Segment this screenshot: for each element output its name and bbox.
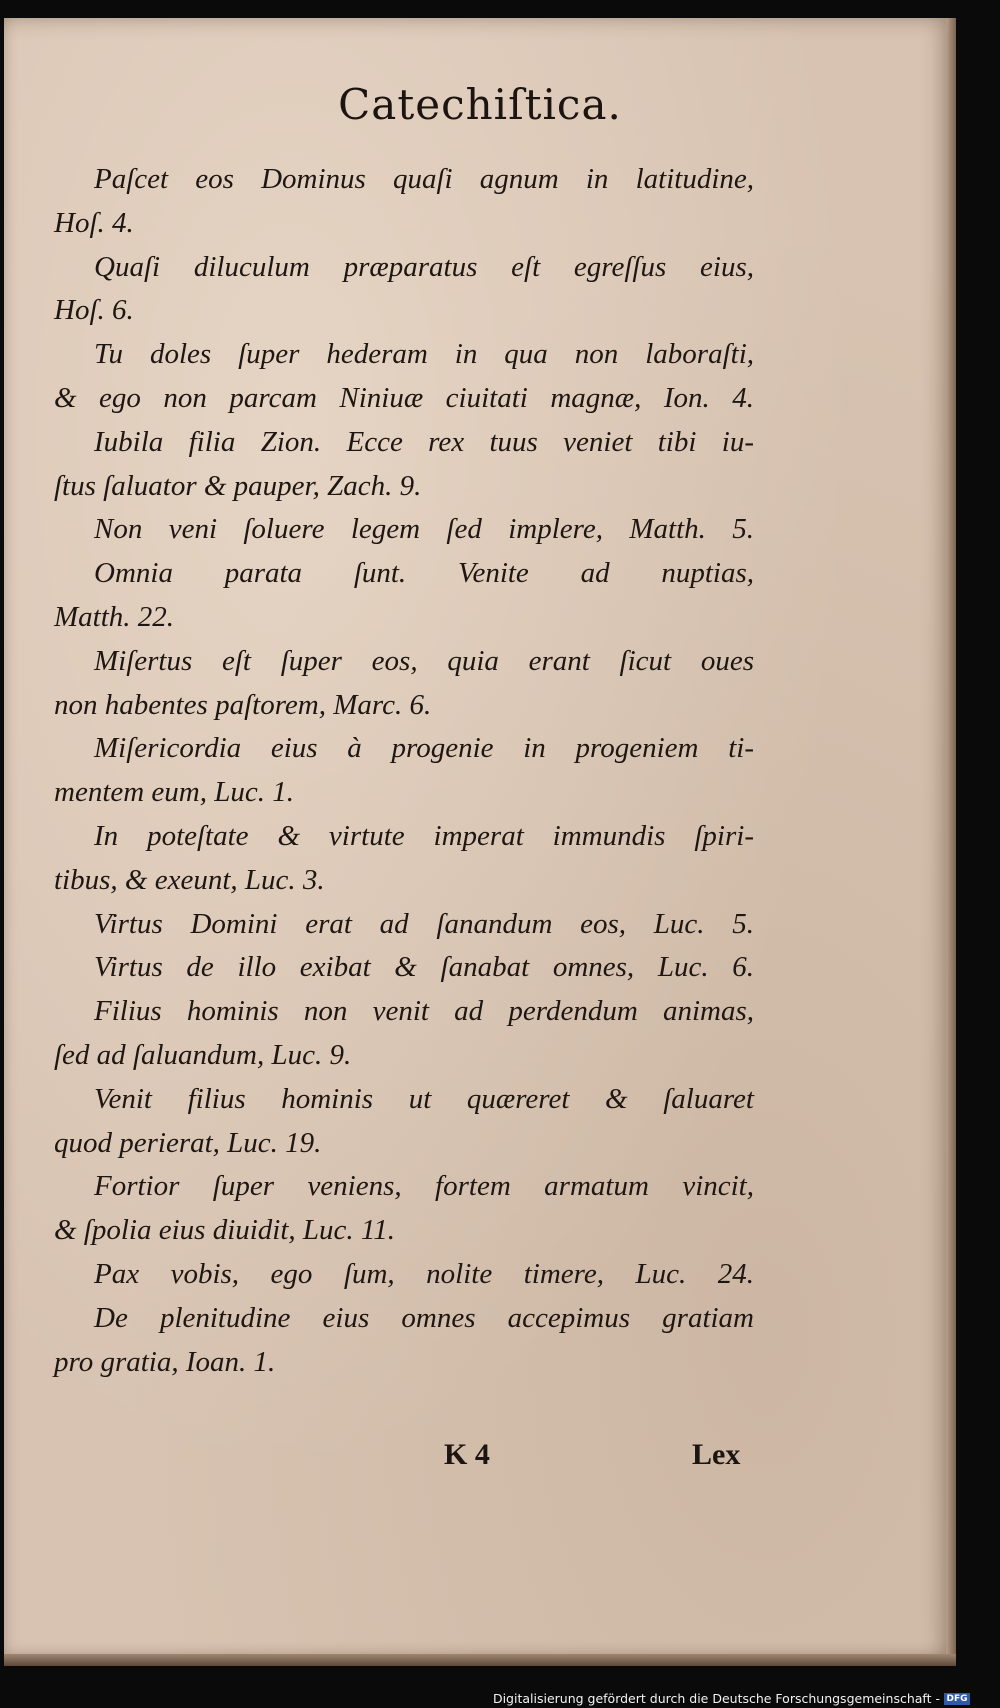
text-line: mentem eum, Luc. 1. (54, 776, 295, 809)
text-line: quod perierat, Luc. 19. (54, 1126, 322, 1159)
text-line: Miſericordia eius à progenie in progeniem ti- (94, 732, 754, 765)
text-line: Omnia parata ſunt. Venite ad nuptias, (94, 557, 754, 590)
text-line: Filius hominis non venit ad perdendum animas, (94, 995, 754, 1028)
book-page (4, 18, 956, 1666)
text-line: Iubila filia Zion. Ecce rex tuus veniet tibi iu- (94, 425, 754, 458)
text-line: tibus, & exeunt, Luc. 3. (54, 863, 325, 896)
text-line: De plenitudine eius omnes accepimus gratiam (94, 1301, 754, 1334)
text-line: Hoſ. 6. (54, 294, 134, 327)
text-line: Venit filius hominis ut quæreret & ſaluaret (94, 1082, 754, 1115)
text-line: Virtus Domini erat ad ſanandum eos, Luc. 5. (94, 907, 754, 940)
text-line: Tu doles ſuper hederam in qua non laboraſti, (94, 338, 754, 371)
text-line: Hoſ. 4. (54, 206, 134, 239)
credit-text: Digitalisierung gefördert durch die Deutsche Forschungsgemeinschaft - (492, 1691, 940, 1706)
dfg-logo-icon: DFG (944, 1693, 970, 1705)
text-line: Virtus de illo exibat & ſanabat omnes, Luc. 6. (94, 951, 754, 984)
text-line: pro gratia, Ioan. 1. (54, 1345, 276, 1378)
text-line: Pax vobis, ego ſum, nolite timere, Luc. 24. (94, 1257, 754, 1290)
text-line: In poteſtate & virtute imperat immundis ſpiri- (94, 819, 754, 852)
digitization-credit (493, 1691, 970, 1706)
text-line: ſtus ſaluator & pauper, Zach. 9. (54, 469, 422, 502)
page-bottom-edge (4, 1654, 956, 1666)
text-line: Paſcet eos Dominus quaſi agnum in latitudine, (94, 163, 754, 195)
text-line: Quaſi diluculum præparatus eſt egreſſus eius, (94, 250, 754, 283)
text-line: & ſpolia eius diuidit, Luc. 11. (54, 1214, 396, 1247)
page-edge-shadow (946, 18, 956, 1666)
text-block (54, 158, 754, 1384)
text-line: ſed ad ſaluandum, Luc. 9. (54, 1038, 352, 1071)
catchword: Lex (692, 1438, 741, 1471)
running-head: Catechiſtica. (338, 80, 622, 129)
text-line: Matth. 22. (54, 600, 175, 633)
text-line: Fortior ſuper veniens, fortem armatum vincit, (94, 1170, 754, 1203)
page-footer (4, 1438, 956, 1478)
text-line: Non veni ſoluere legem ſed implere, Matth. 5. (94, 513, 754, 546)
text-line: & ego non parcam Niniuæ ciuitati magnæ, Ion. 4. (54, 381, 754, 414)
text-line: non habentes paſtorem, Marc. 6. (54, 688, 432, 721)
text-line: Miſertus eſt ſuper eos, quia erant ſicut oues (94, 644, 754, 677)
signature-mark: K 4 (444, 1438, 490, 1471)
